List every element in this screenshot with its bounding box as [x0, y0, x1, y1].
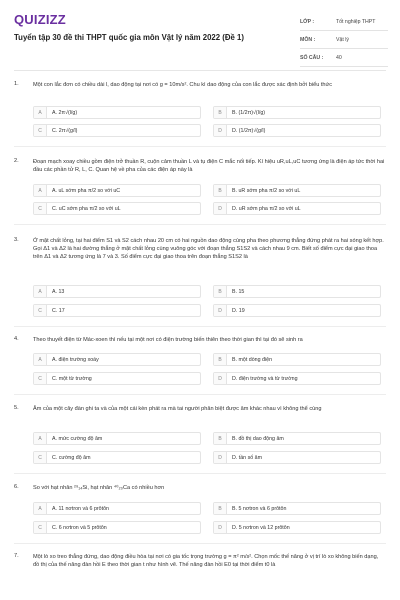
- option-text: B. (1/2π)√(l/g): [232, 109, 266, 116]
- option-d[interactable]: [213, 124, 381, 137]
- option-letter: B: [214, 185, 227, 196]
- option-letter: D: [214, 305, 227, 316]
- option-text: C. cường độ âm: [52, 454, 91, 461]
- question-text: Đoạn mạch xoay chiều gồm điện trở thuần R, cuộn cảm thuần L và tụ điện C mắc nối tiếp. Kí hiệu uR,uL,uC tương ứng là điện áp tức thời hai đầu các phần tử R, L, C. Quan hệ về pha của các điện áp này là: [33, 159, 385, 173]
- option-letter: B: [214, 354, 227, 365]
- option-letter: C: [34, 452, 47, 463]
- meta-subject-label: MÔN :: [300, 36, 316, 43]
- question-text: Một lò xo treo thẳng đứng, dao động điều hòa tại nơi có gia tốc trọng trường g = π² m/s². Chọn mốc thế năng ở vị trí lò xo không biến dạng, đồ thị của thế năng đàn hồi E theo thời gian t như hình vẽ. Thế năng đàn hồi E0 tại thời điểm t0 là: [33, 554, 379, 568]
- question-separator: [14, 473, 386, 474]
- option-b[interactable]: [213, 106, 381, 119]
- question-separator: [14, 146, 386, 147]
- meta-count-row: [300, 49, 388, 67]
- quizizz-logo: QUIZIZZ: [14, 12, 66, 27]
- question-number: 6.: [14, 484, 19, 490]
- option-a[interactable]: [33, 432, 201, 445]
- option-letter: C: [34, 125, 47, 136]
- question-separator: [14, 543, 386, 544]
- option-text: D. 19: [232, 307, 245, 314]
- question-text: Âm của một cây đàn ghi ta và của một cái kèn phát ra mà tai người phân biệt được âm khác nhau vì không thể cùng: [33, 406, 322, 412]
- header-divider: [14, 70, 386, 71]
- meta-count-label: SỐ CÂU :: [300, 54, 324, 61]
- option-b[interactable]: [213, 353, 381, 366]
- page-fade: [0, 584, 400, 600]
- option-a[interactable]: [33, 502, 201, 515]
- question-number: 2.: [14, 158, 19, 164]
- option-d[interactable]: [213, 304, 381, 317]
- option-d[interactable]: [213, 202, 381, 215]
- option-d[interactable]: [213, 521, 381, 534]
- option-a[interactable]: [33, 285, 201, 298]
- option-c[interactable]: [33, 521, 201, 534]
- meta-class-label: LỚP :: [300, 18, 315, 25]
- option-text: A. 2π√(l/g): [52, 109, 78, 116]
- option-letter: D: [214, 373, 227, 384]
- option-letter: D: [214, 203, 227, 214]
- option-letter: C: [34, 305, 47, 316]
- option-text: A. 11 nơtron và 6 prôtôn: [52, 505, 109, 512]
- option-d[interactable]: [213, 451, 381, 464]
- meta-count-value: 40: [336, 54, 342, 61]
- meta-subject-value: Vật lý: [336, 36, 349, 43]
- option-letter: C: [34, 203, 47, 214]
- option-letter: C: [34, 522, 47, 533]
- option-text: B. 5 nơtron và 6 prôtôn: [232, 505, 287, 512]
- option-text: A. 13: [52, 288, 65, 295]
- option-text: D. uR sớm pha π/2 so với uL: [232, 205, 301, 212]
- option-b[interactable]: [213, 184, 381, 197]
- option-text: B. đồ thị dao động âm: [232, 435, 284, 442]
- option-letter: D: [214, 522, 227, 533]
- question-text: Ở mặt chất lỏng, tại hai điểm S1 và S2 cách nhau 20 cm có hai nguồn dao động cùng pha theo phương thẳng đứng phát ra hai sóng kết hợp. Gọi Δ1 và Δ2 là hai đường thẳng ở mặt chất lỏng cùng vuông góc với đoạn thẳng S1S2 và cách nhau 9 cm. Biết số điểm cực đại giao thoa trên Δ1 và Δ2 tương ứng là 7 và 3. Số điểm cực đại giao thoa trên đoạn thẳng S1S2 là: [33, 238, 384, 260]
- option-letter: A: [34, 503, 47, 514]
- question-text: Theo thuyết điện từ Mác-xoen thì nếu tại một nơi có điện trường biến thiên theo thời gian thì tại đó sẽ sinh ra: [33, 337, 303, 343]
- meta-subject-row: [300, 31, 388, 49]
- option-letter: D: [214, 452, 227, 463]
- option-letter: D: [214, 125, 227, 136]
- question-number: 4.: [14, 336, 19, 342]
- meta-class-row: [300, 13, 388, 31]
- option-a[interactable]: [33, 184, 201, 197]
- option-a[interactable]: [33, 353, 201, 366]
- option-text: C. một từ trường: [52, 375, 92, 382]
- option-text: D. (1/2π)√(g/l): [232, 127, 266, 134]
- option-d[interactable]: [213, 372, 381, 385]
- question-number: 7.: [14, 553, 19, 559]
- question-text: Một con lắc đơn có chiều dài l, dao động tại nơi có g = 10m/s². Chu kì dao động của con lắc được xác định bởi biểu thức: [33, 82, 333, 88]
- option-c[interactable]: [33, 202, 201, 215]
- option-letter: A: [34, 433, 47, 444]
- option-letter: C: [34, 373, 47, 384]
- option-text: D. điện trường và từ trường: [232, 375, 298, 382]
- worksheet-header: [0, 0, 400, 66]
- option-text: D. 5 nơtron và 12 prôtôn: [232, 524, 290, 531]
- option-letter: B: [214, 286, 227, 297]
- option-letter: A: [34, 185, 47, 196]
- option-text: C. 2π√(g/l): [52, 127, 78, 134]
- option-text: A. điện trường xoáy: [52, 356, 99, 363]
- option-b[interactable]: [213, 502, 381, 515]
- option-c[interactable]: [33, 304, 201, 317]
- option-letter: B: [214, 503, 227, 514]
- question-number: 5.: [14, 405, 19, 411]
- worksheet-meta: [300, 13, 388, 67]
- option-letter: A: [34, 354, 47, 365]
- question-number: 1.: [14, 81, 19, 87]
- option-text: C. 6 nơtron và 5 prôtôn: [52, 524, 107, 531]
- option-c[interactable]: [33, 451, 201, 464]
- question-number: 3.: [14, 237, 19, 243]
- option-text: C. uC sớm pha π/2 so với uL: [52, 205, 121, 212]
- option-c[interactable]: [33, 124, 201, 137]
- option-text: D. tần số âm: [232, 454, 263, 461]
- option-text: B. uR sớm pha π/2 so với uL: [232, 187, 301, 194]
- option-letter: B: [214, 107, 227, 118]
- question-separator: [14, 394, 386, 395]
- option-text: A. uL sớm pha π/2 so với uC: [52, 187, 121, 194]
- worksheet-title: Tuyển tập 30 đề thi THPT quốc gia môn Vật lý năm 2022 (Đề 1): [14, 33, 244, 42]
- question-separator: [14, 326, 386, 327]
- option-text: C. 17: [52, 307, 65, 314]
- meta-class-value: Tốt nghiệp THPT: [336, 18, 376, 25]
- option-b[interactable]: [213, 432, 381, 445]
- option-text: B. một dòng điện: [232, 356, 273, 363]
- option-c[interactable]: [33, 372, 201, 385]
- option-letter: A: [34, 107, 47, 118]
- option-text: B. 15: [232, 288, 245, 295]
- option-text: A. mức cường độ âm: [52, 435, 103, 442]
- question-separator: [14, 224, 386, 225]
- option-letter: A: [34, 286, 47, 297]
- question-text: So với hạt nhân ²⁹₁₄Si, hạt nhân ⁴⁰₂₀Ca có nhiều hơn: [33, 485, 165, 491]
- option-letter: B: [214, 433, 227, 444]
- option-b[interactable]: [213, 285, 381, 298]
- option-a[interactable]: [33, 106, 201, 119]
